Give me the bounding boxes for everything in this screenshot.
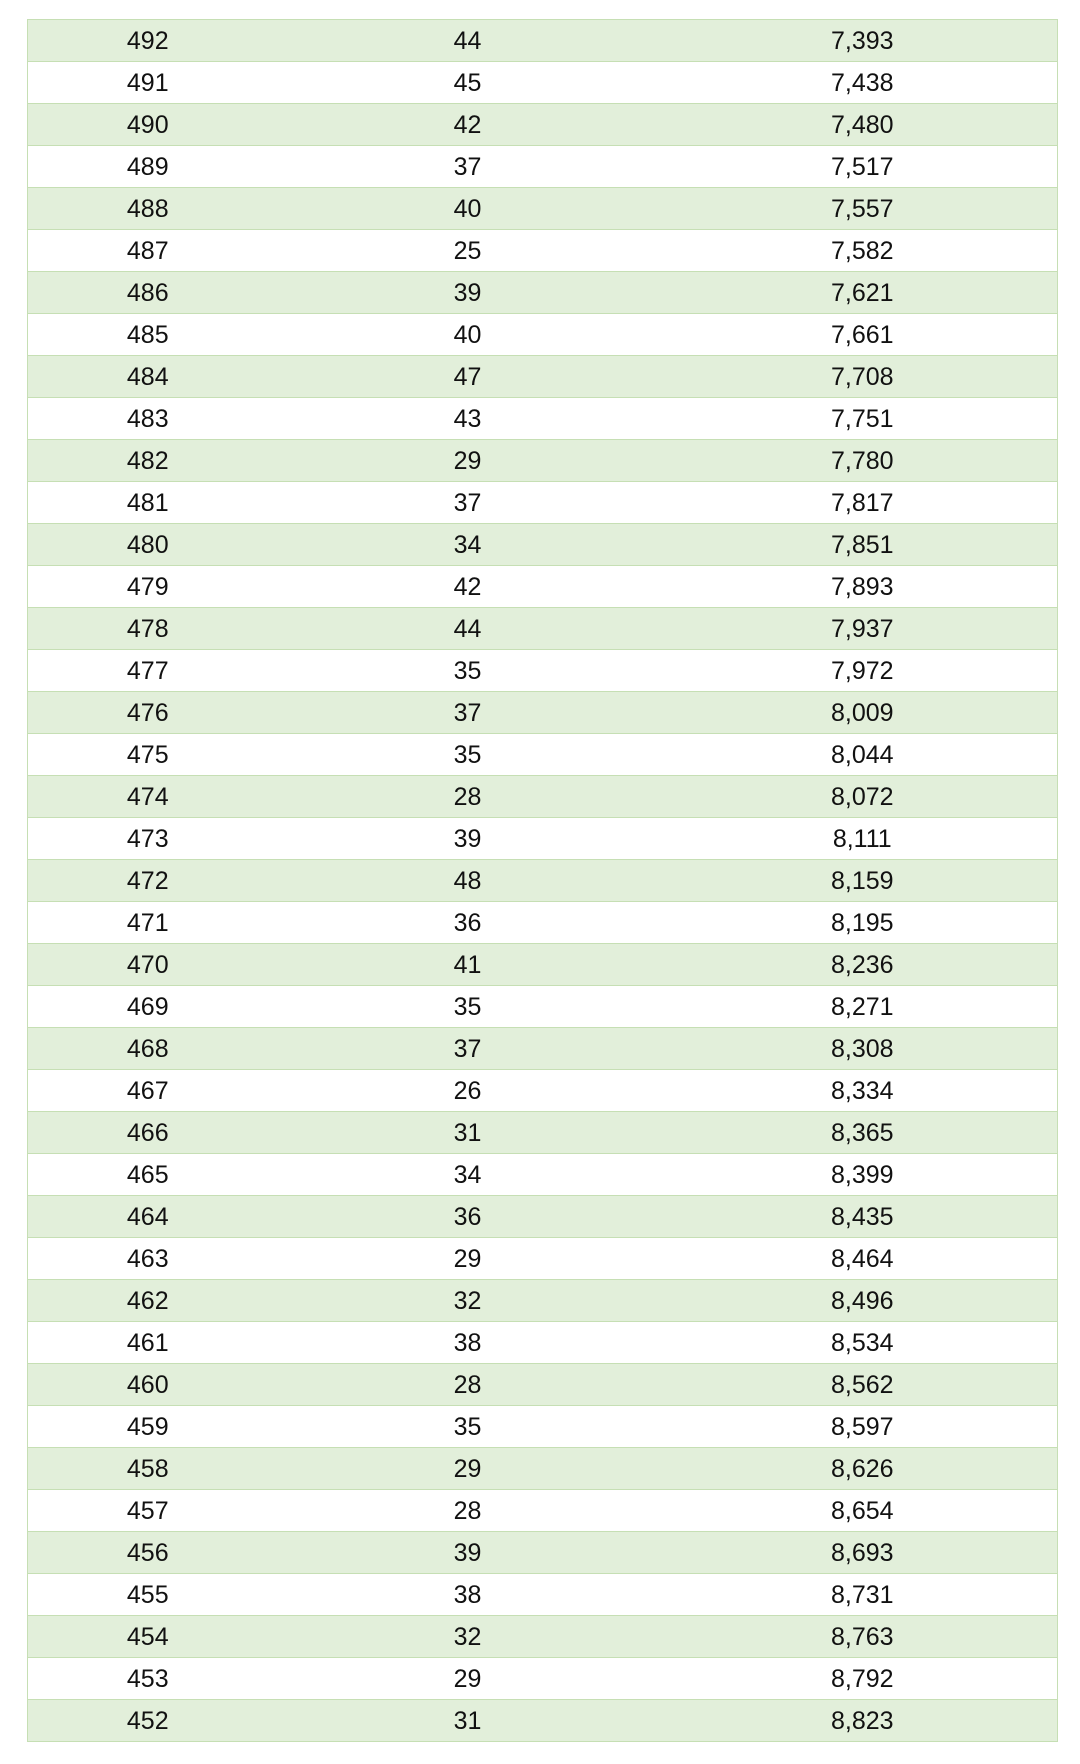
table-cell-col3: 7,851: [668, 524, 1058, 566]
table-cell-col3: 7,817: [668, 482, 1058, 524]
table-row: [28, 188, 1058, 230]
table-row: [28, 398, 1058, 440]
table-cell-col2: 29: [268, 1448, 668, 1490]
table-cell-col1: 459: [28, 1406, 268, 1448]
table-cell-col2: 38: [268, 1574, 668, 1616]
table-cell-col1: 454: [28, 1616, 268, 1658]
table-cell-col1: 484: [28, 356, 268, 398]
table-row: [28, 230, 1058, 272]
table-row: [28, 1238, 1058, 1280]
table-row: [28, 356, 1058, 398]
table-cell-col1: 466: [28, 1112, 268, 1154]
data-table: [27, 19, 1058, 1742]
table-row: [28, 608, 1058, 650]
table-cell-col1: 474: [28, 776, 268, 818]
table-row: [28, 1616, 1058, 1658]
table-cell-col3: 7,708: [668, 356, 1058, 398]
table-cell-col1: 490: [28, 104, 268, 146]
table-row: [28, 1154, 1058, 1196]
table-cell-col2: 31: [268, 1700, 668, 1742]
table-cell-col2: 43: [268, 398, 668, 440]
table-row: [28, 1070, 1058, 1112]
table-row: [28, 1364, 1058, 1406]
table-row: [28, 566, 1058, 608]
table-cell-col3: 8,562: [668, 1364, 1058, 1406]
table-cell-col1: 473: [28, 818, 268, 860]
table-cell-col2: 35: [268, 1406, 668, 1448]
table-row: [28, 1028, 1058, 1070]
table-cell-col1: 475: [28, 734, 268, 776]
table-cell-col2: 37: [268, 482, 668, 524]
table-row: [28, 1112, 1058, 1154]
table-cell-col1: 491: [28, 62, 268, 104]
table-row: [28, 902, 1058, 944]
table-row: [28, 1280, 1058, 1322]
data-table-container: [27, 19, 1057, 1742]
table-cell-col2: 35: [268, 986, 668, 1028]
table-cell-col1: 476: [28, 692, 268, 734]
table-cell-col3: 8,365: [668, 1112, 1058, 1154]
table-cell-col1: 483: [28, 398, 268, 440]
table-cell-col1: 453: [28, 1658, 268, 1700]
table-cell-col3: 8,399: [668, 1154, 1058, 1196]
table-row: [28, 692, 1058, 734]
table-cell-col3: 7,661: [668, 314, 1058, 356]
table-row: [28, 1406, 1058, 1448]
table-row: [28, 524, 1058, 566]
table-cell-col2: 44: [268, 20, 668, 62]
table-cell-col1: 460: [28, 1364, 268, 1406]
table-cell-col2: 28: [268, 1490, 668, 1532]
table-cell-col3: 8,597: [668, 1406, 1058, 1448]
table-cell-col3: 8,731: [668, 1574, 1058, 1616]
table-cell-col1: 486: [28, 272, 268, 314]
table-cell-col1: 487: [28, 230, 268, 272]
table-cell-col1: 469: [28, 986, 268, 1028]
table-cell-col3: 7,517: [668, 146, 1058, 188]
table-cell-col1: 456: [28, 1532, 268, 1574]
table-cell-col3: 8,271: [668, 986, 1058, 1028]
table-cell-col2: 32: [268, 1280, 668, 1322]
table-cell-col2: 37: [268, 692, 668, 734]
table-cell-col3: 7,393: [668, 20, 1058, 62]
table-cell-col3: 8,072: [668, 776, 1058, 818]
table-cell-col1: 492: [28, 20, 268, 62]
table-cell-col3: 8,792: [668, 1658, 1058, 1700]
table-cell-col1: 485: [28, 314, 268, 356]
table-cell-col1: 467: [28, 1070, 268, 1112]
table-cell-col3: 7,438: [668, 62, 1058, 104]
table-cell-col1: 468: [28, 1028, 268, 1070]
table-cell-col2: 34: [268, 524, 668, 566]
table-cell-col2: 42: [268, 104, 668, 146]
table-cell-col2: 41: [268, 944, 668, 986]
table-row: [28, 986, 1058, 1028]
table-row: [28, 1700, 1058, 1742]
table-cell-col3: 7,621: [668, 272, 1058, 314]
table-cell-col1: 470: [28, 944, 268, 986]
table-cell-col1: 457: [28, 1490, 268, 1532]
table-cell-col3: 8,009: [668, 692, 1058, 734]
table-row: [28, 104, 1058, 146]
table-cell-col3: 8,334: [668, 1070, 1058, 1112]
table-row: [28, 146, 1058, 188]
table-cell-col2: 37: [268, 146, 668, 188]
table-row: [28, 734, 1058, 776]
table-cell-col1: 464: [28, 1196, 268, 1238]
table-cell-col3: 8,823: [668, 1700, 1058, 1742]
table-row: [28, 1322, 1058, 1364]
table-cell-col2: 29: [268, 1238, 668, 1280]
table-body: [28, 20, 1058, 1742]
table-row: [28, 818, 1058, 860]
table-row: [28, 860, 1058, 902]
table-cell-col2: 36: [268, 1196, 668, 1238]
table-row: [28, 1448, 1058, 1490]
table-cell-col2: 34: [268, 1154, 668, 1196]
table-cell-col3: 7,972: [668, 650, 1058, 692]
table-cell-col3: 8,159: [668, 860, 1058, 902]
table-cell-col3: 8,308: [668, 1028, 1058, 1070]
table-cell-col1: 462: [28, 1280, 268, 1322]
table-cell-col2: 37: [268, 1028, 668, 1070]
table-cell-col3: 7,480: [668, 104, 1058, 146]
table-cell-col2: 35: [268, 734, 668, 776]
table-cell-col1: 482: [28, 440, 268, 482]
table-cell-col1: 481: [28, 482, 268, 524]
table-row: [28, 482, 1058, 524]
table-row: [28, 650, 1058, 692]
table-cell-col3: 7,557: [668, 188, 1058, 230]
table-cell-col2: 44: [268, 608, 668, 650]
table-cell-col3: 8,195: [668, 902, 1058, 944]
table-cell-col1: 455: [28, 1574, 268, 1616]
table-row: [28, 776, 1058, 818]
table-cell-col1: 480: [28, 524, 268, 566]
table-row: [28, 944, 1058, 986]
table-cell-col3: 8,111: [668, 818, 1058, 860]
table-cell-col1: 472: [28, 860, 268, 902]
table-row: [28, 1532, 1058, 1574]
table-cell-col1: 461: [28, 1322, 268, 1364]
table-row: [28, 1196, 1058, 1238]
table-cell-col3: 8,435: [668, 1196, 1058, 1238]
table-cell-col2: 42: [268, 566, 668, 608]
table-cell-col1: 488: [28, 188, 268, 230]
table-cell-col3: 8,763: [668, 1616, 1058, 1658]
table-cell-col3: 7,582: [668, 230, 1058, 272]
table-cell-col3: 8,464: [668, 1238, 1058, 1280]
table-cell-col2: 47: [268, 356, 668, 398]
table-row: [28, 272, 1058, 314]
table-cell-col2: 26: [268, 1070, 668, 1112]
table-cell-col3: 7,937: [668, 608, 1058, 650]
table-cell-col2: 28: [268, 776, 668, 818]
table-row: [28, 62, 1058, 104]
table-cell-col2: 35: [268, 650, 668, 692]
table-cell-col2: 45: [268, 62, 668, 104]
table-cell-col3: 7,751: [668, 398, 1058, 440]
table-cell-col2: 28: [268, 1364, 668, 1406]
table-row: [28, 440, 1058, 482]
table-cell-col1: 463: [28, 1238, 268, 1280]
table-cell-col2: 48: [268, 860, 668, 902]
table-cell-col2: 39: [268, 818, 668, 860]
table-cell-col1: 478: [28, 608, 268, 650]
table-cell-col1: 477: [28, 650, 268, 692]
table-cell-col1: 471: [28, 902, 268, 944]
table-cell-col1: 458: [28, 1448, 268, 1490]
table-cell-col3: 8,693: [668, 1532, 1058, 1574]
table-cell-col1: 452: [28, 1700, 268, 1742]
table-cell-col2: 29: [268, 1658, 668, 1700]
table-cell-col3: 8,534: [668, 1322, 1058, 1364]
table-row: [28, 1574, 1058, 1616]
table-row: [28, 314, 1058, 356]
table-cell-col1: 479: [28, 566, 268, 608]
table-cell-col2: 39: [268, 1532, 668, 1574]
table-row: [28, 20, 1058, 62]
table-cell-col2: 38: [268, 1322, 668, 1364]
table-cell-col1: 465: [28, 1154, 268, 1196]
table-cell-col2: 39: [268, 272, 668, 314]
table-cell-col2: 25: [268, 230, 668, 272]
table-cell-col2: 40: [268, 314, 668, 356]
table-cell-col3: 8,496: [668, 1280, 1058, 1322]
table-cell-col3: 8,236: [668, 944, 1058, 986]
table-row: [28, 1658, 1058, 1700]
table-cell-col3: 8,654: [668, 1490, 1058, 1532]
table-cell-col3: 8,626: [668, 1448, 1058, 1490]
table-cell-col2: 40: [268, 188, 668, 230]
table-cell-col1: 489: [28, 146, 268, 188]
table-cell-col2: 29: [268, 440, 668, 482]
table-cell-col2: 32: [268, 1616, 668, 1658]
table-cell-col2: 36: [268, 902, 668, 944]
table-cell-col2: 31: [268, 1112, 668, 1154]
table-cell-col3: 8,044: [668, 734, 1058, 776]
table-row: [28, 1490, 1058, 1532]
table-cell-col3: 7,893: [668, 566, 1058, 608]
table-cell-col3: 7,780: [668, 440, 1058, 482]
